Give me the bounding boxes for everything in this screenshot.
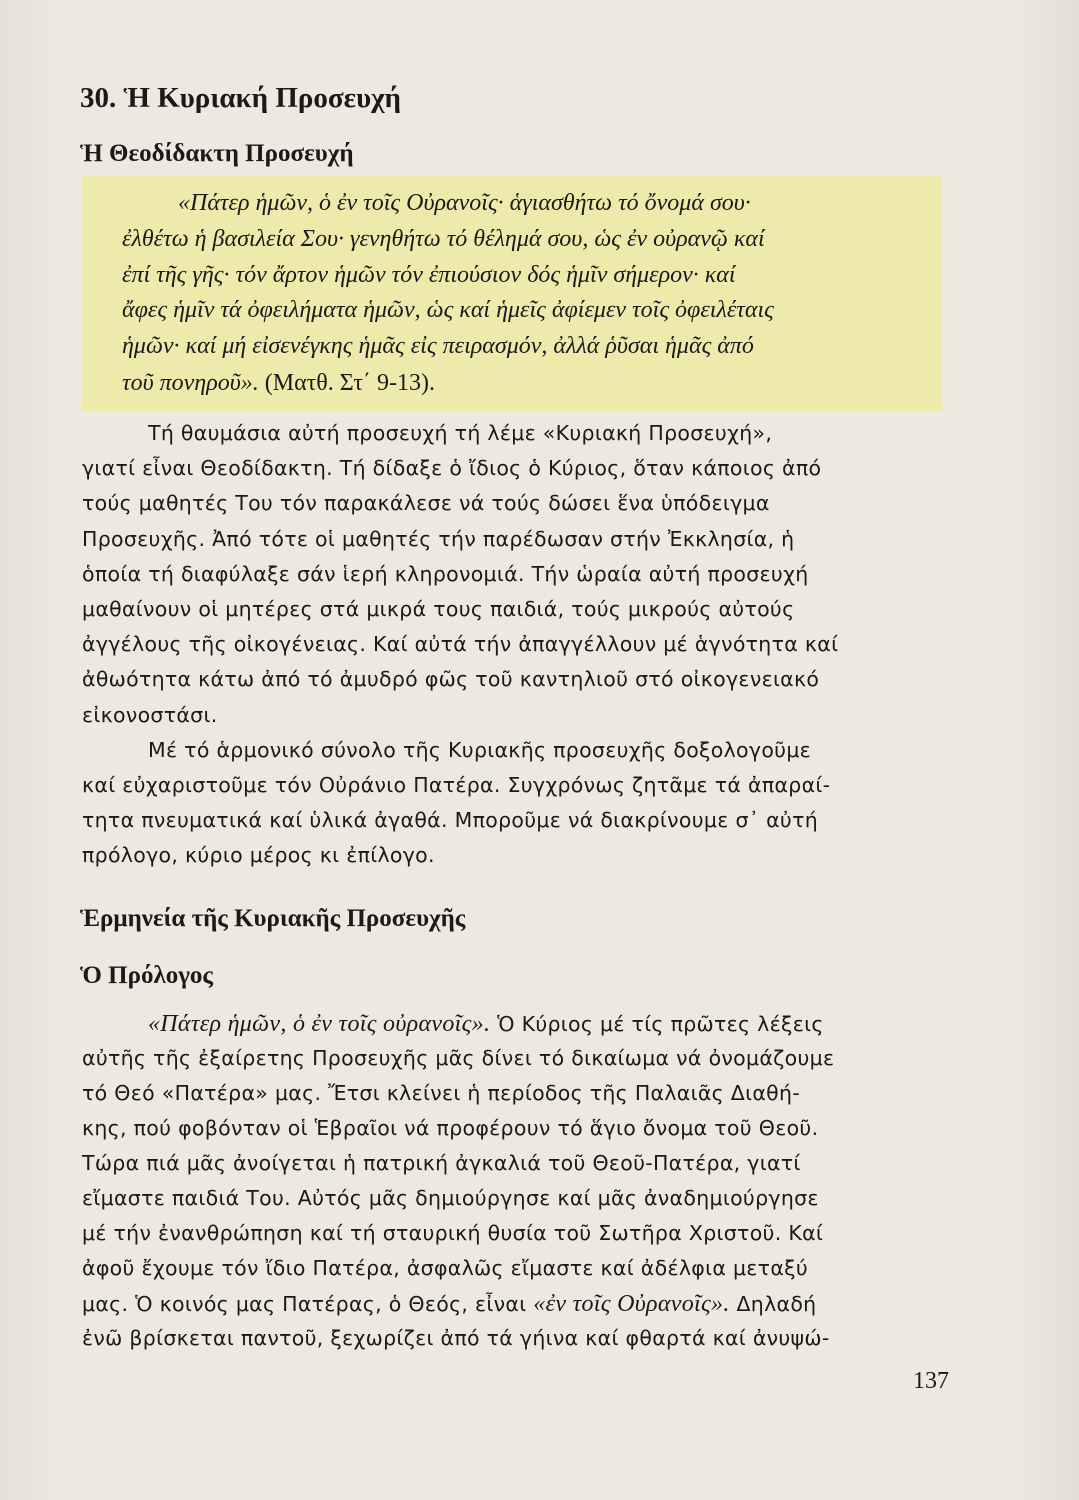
text-line: Τώρα πιά μᾶς ἀνοίγεται ἡ πατρική ἀγκαλιά τοῦ Θεοῦ-Πατέρα, γιατί [82, 1151, 801, 1175]
text-line: μαθαίνουν οἱ μητέρες στά μικρά τους παιδιά, τούς μικρούς αὐτούς [82, 597, 795, 621]
text-line: ἐνῶ βρίσκεται παντοῦ, ξεχωρίζει ἀπό τά γήινα καί φθαρτά καί ἀνυψώ- [82, 1326, 830, 1350]
subsection-heading-prologue: Ὁ Πρόλογος [80, 962, 213, 989]
quote-line: ἐλθέτω ἡ βασιλεία Σου· γενηθήτω τό θέλημά σου, ὡς ἐν οὐρανῷ καί [122, 226, 765, 252]
quote-line: «Πάτερ ἡμῶν, ὁ ἐν τοῖς Οὐρανοῖς· ἁγιασθήτω τό ὄνομά σου· [178, 190, 751, 216]
section-heading-theodidakti: Ἡ Θεοδίδακτη Προσευχή [80, 140, 354, 167]
text-line: μέ τήν ἐνανθρώπηση καί τή σταυρική θυσία τοῦ Σωτῆρα Χριστοῦ. Καί [82, 1221, 824, 1245]
text-span: Ὁ Κύριος μέ τίς πρῶτες λέξεις [490, 1012, 824, 1036]
text-line: τούς μαθητές Του τόν παρακάλεσε νά τούς δώσει ἕνα ὑπόδειγμα [82, 491, 770, 515]
quote-inline: «Πάτερ ἡμῶν, ὁ ἐν τοῖς οὐρανοῖς». [148, 1011, 491, 1037]
quote-line-last [122, 370, 435, 397]
chapter-title: 30. Ἡ Κυριακή Προσευχή [80, 82, 401, 114]
text-span: Δηλαδή [729, 1292, 817, 1316]
text-line-mixed [82, 1291, 816, 1318]
text-line: τητα πνευματικά καί ὑλικά ἀγαθά. Μποροῦμε νά διακρίνουμε σ᾽ αὐτή [82, 808, 819, 832]
quote-last-text: τοῦ πονηροῦ». [122, 370, 259, 396]
text-line-first [148, 1011, 824, 1038]
text-span: μας. Ὁ κοινός μας Πατέρας, ὁ Θεός, εἶναι [82, 1292, 534, 1316]
text-line: εἰκονοστάσι. [82, 703, 218, 727]
text-line: τό Θεό «Πατέρα» μας. Ἔτσι κλείνει ἡ περίοδος τῆς Παλαιᾶς Διαθή- [82, 1081, 801, 1105]
quote-line: ἄφες ἡμῖν τά ὀφειλήματα ἡμῶν, ὡς καί ἡμεῖς ἀφίεμεν τοῖς ὀφειλέταις [122, 297, 774, 323]
text-line: εἴμαστε παιδιά Του. Αὐτός μᾶς δημιούργησε καί μᾶς ἀναδημιούργησε [82, 1186, 819, 1210]
quote-line: ἡμῶν· καί μή εἰσενέγκης ἡμᾶς εἰς πειρασμόν, ἀλλά ῥῦσαι ἡμᾶς ἀπό [122, 333, 754, 359]
quote-line: ἐπί τῆς γῆς· τόν ἄρτον ἡμῶν τόν ἐπιούσιον δός ἡμῖν σήμερον· καί [122, 262, 736, 288]
text-line: κης, πού φοβόνταν οἱ Ἑβραῖοι νά προφέρουν τό ἅγιο ὄνομα τοῦ Θεοῦ. [82, 1116, 819, 1140]
text-line: ἀγγέλους τῆς οἰκογένειας. Καί αὐτά τήν ἀπαγγέλλουν μέ ἁγνότητα καί [82, 632, 839, 656]
text-line: ἀθωότητα κάτω ἀπό τό ἀμυδρό φῶς τοῦ καντηλιοῦ στό οἰκογενειακό [82, 667, 820, 691]
scripture-reference: (Ματθ. Στ΄ 9-13). [258, 370, 435, 396]
text-line: Μέ τό ἁρμονικό σύνολο τῆς Κυριακῆς προσευχῆς δοξολογοῦμε [148, 738, 812, 762]
text-line: ἀφοῦ ἔχουμε τόν ἴδιο Πατέρα, ἀσφαλῶς εἴμαστε καί ἀδέλφια μεταξύ [82, 1256, 809, 1280]
text-line: καί εὐχαριστοῦμε τόν Οὐράνιο Πατέρα. Συγχρόνως ζητᾶμε τά ἀπαραί- [82, 773, 831, 797]
text-line: Τή θαυμάσια αὐτή προσευχή τή λέμε «Κυριακή Προσευχή», [148, 421, 773, 445]
quote-inline: «ἐν τοῖς Οὐρανοῖς». [533, 1291, 730, 1317]
text-line: γιατί εἶναι Θεοδίδακτη. Τή δίδαξε ὁ ἴδιος ὁ Κύριος, ὅταν κάποιος ἀπό [82, 456, 822, 480]
text-line: Προσευχῆς. Ἀπό τότε οἱ μαθητές τήν παρέδωσαν στήν Ἐκκλησία, ἡ [82, 527, 795, 551]
text-line: αὐτῆς τῆς ἐξαίρετης Προσευχῆς μᾶς δίνει τό δικαίωμα νά ὀνομάζουμε [82, 1046, 835, 1070]
page-number: 137 [913, 1368, 949, 1394]
text-line: πρόλογο, κύριο μέρος κι ἐπίλογο. [82, 843, 435, 867]
section-heading-interpretation: Ἑρμηνεία τῆς Κυριακῆς Προσευχῆς [80, 905, 466, 932]
text-line: ὁποία τή διαφύλαξε σάν ἱερή κληρονομιά. Τήν ὡραία αὐτή προσευχή [82, 562, 809, 586]
